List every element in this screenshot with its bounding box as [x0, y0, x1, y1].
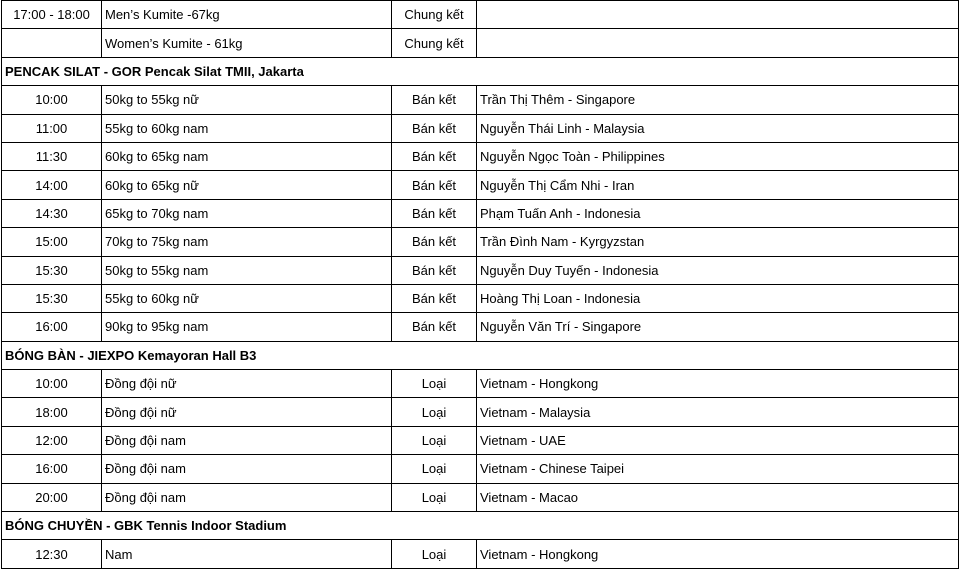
table-row [2, 29, 959, 57]
match-cell: Vietnam - Hongkong [477, 370, 959, 398]
time-cell: 12:00 [2, 426, 102, 454]
event-cell: Đồng đội nữ [102, 370, 392, 398]
table-row [2, 86, 959, 114]
event-cell: 60kg to 65kg nam [102, 142, 392, 170]
match-cell: Nguyễn Duy Tuyến - Indonesia [477, 256, 959, 284]
stage-cell: Loại [392, 398, 477, 426]
table-row [2, 1, 959, 29]
match-cell: Vietnam - Chinese Taipei [477, 455, 959, 483]
time-cell: 14:30 [2, 199, 102, 227]
stage-cell: Loại [392, 455, 477, 483]
table-row [2, 483, 959, 511]
table-row [2, 142, 959, 170]
table-row [2, 398, 959, 426]
match-cell: Phạm Tuấn Anh - Indonesia [477, 199, 959, 227]
time-cell: 11:00 [2, 114, 102, 142]
match-cell: Nguyễn Ngọc Toàn - Philippines [477, 142, 959, 170]
table-row [2, 313, 959, 341]
stage-cell: Bán kết [392, 86, 477, 114]
table-row [2, 455, 959, 483]
event-cell: Đồng đội nam [102, 483, 392, 511]
section-title: BÓNG CHUYỀN - GBK Tennis Indoor Stadium [2, 512, 959, 540]
event-cell: 55kg to 60kg nam [102, 114, 392, 142]
stage-cell: Bán kết [392, 142, 477, 170]
stage-cell: Loại [392, 483, 477, 511]
match-cell: Vietnam - Macao [477, 483, 959, 511]
schedule-table [1, 0, 959, 569]
event-cell: Nam [102, 540, 392, 568]
time-cell: 17:00 - 18:00 [2, 1, 102, 29]
match-cell: Trần Thị Thêm - Singapore [477, 86, 959, 114]
table-row [2, 199, 959, 227]
match-cell: Nguyễn Thái Linh - Malaysia [477, 114, 959, 142]
event-cell: Đồng đội nam [102, 426, 392, 454]
stage-cell: Loại [392, 370, 477, 398]
time-cell: 10:00 [2, 370, 102, 398]
stage-cell: Bán kết [392, 313, 477, 341]
stage-cell: Chung kết [392, 1, 477, 29]
time-cell: 18:00 [2, 398, 102, 426]
section-header-row [2, 341, 959, 369]
event-cell: Men’s Kumite -67kg [102, 1, 392, 29]
match-cell [477, 1, 959, 29]
time-cell: 10:00 [2, 86, 102, 114]
event-cell: 55kg to 60kg nữ [102, 284, 392, 312]
time-cell: 16:00 [2, 313, 102, 341]
event-cell: 50kg to 55kg nam [102, 256, 392, 284]
event-cell: Đồng đội nam [102, 455, 392, 483]
stage-cell: Bán kết [392, 228, 477, 256]
section-title: BÓNG BÀN - JIEXPO Kemayoran Hall B3 [2, 341, 959, 369]
event-cell: 50kg to 55kg nữ [102, 86, 392, 114]
table-row [2, 171, 959, 199]
time-cell: 15:00 [2, 228, 102, 256]
section-title: PENCAK SILAT - GOR Pencak Silat TMII, Jakarta [2, 57, 959, 85]
stage-cell: Chung kết [392, 29, 477, 57]
table-row [2, 426, 959, 454]
time-cell: 12:30 [2, 540, 102, 568]
stage-cell: Loại [392, 426, 477, 454]
time-cell: 16:00 [2, 455, 102, 483]
table-row [2, 540, 959, 568]
table-row [2, 370, 959, 398]
match-cell: Hoàng Thị Loan - Indonesia [477, 284, 959, 312]
time-cell: 11:30 [2, 142, 102, 170]
stage-cell: Loại [392, 540, 477, 568]
time-cell [2, 29, 102, 57]
match-cell: Nguyễn Thị Cẩm Nhi - Iran [477, 171, 959, 199]
stage-cell: Bán kết [392, 284, 477, 312]
stage-cell: Bán kết [392, 199, 477, 227]
event-cell: 90kg to 95kg nam [102, 313, 392, 341]
time-cell: 15:30 [2, 284, 102, 312]
event-cell: 65kg to 70kg nam [102, 199, 392, 227]
time-cell: 20:00 [2, 483, 102, 511]
stage-cell: Bán kết [392, 114, 477, 142]
time-cell: 15:30 [2, 256, 102, 284]
match-cell [477, 29, 959, 57]
schedule-body [2, 1, 959, 569]
event-cell: Đồng đội nữ [102, 398, 392, 426]
section-header-row [2, 512, 959, 540]
section-header-row [2, 57, 959, 85]
time-cell: 14:00 [2, 171, 102, 199]
stage-cell: Bán kết [392, 171, 477, 199]
match-cell: Trần Đình Nam - Kyrgyzstan [477, 228, 959, 256]
table-row [2, 256, 959, 284]
match-cell: Vietnam - Hongkong [477, 540, 959, 568]
match-cell: Vietnam - UAE [477, 426, 959, 454]
match-cell: Vietnam - Malaysia [477, 398, 959, 426]
event-cell: 60kg to 65kg nữ [102, 171, 392, 199]
event-cell: Women’s Kumite - 61kg [102, 29, 392, 57]
table-row [2, 228, 959, 256]
stage-cell: Bán kết [392, 256, 477, 284]
table-row [2, 284, 959, 312]
table-row [2, 114, 959, 142]
event-cell: 70kg to 75kg nam [102, 228, 392, 256]
match-cell: Nguyễn Văn Trí - Singapore [477, 313, 959, 341]
